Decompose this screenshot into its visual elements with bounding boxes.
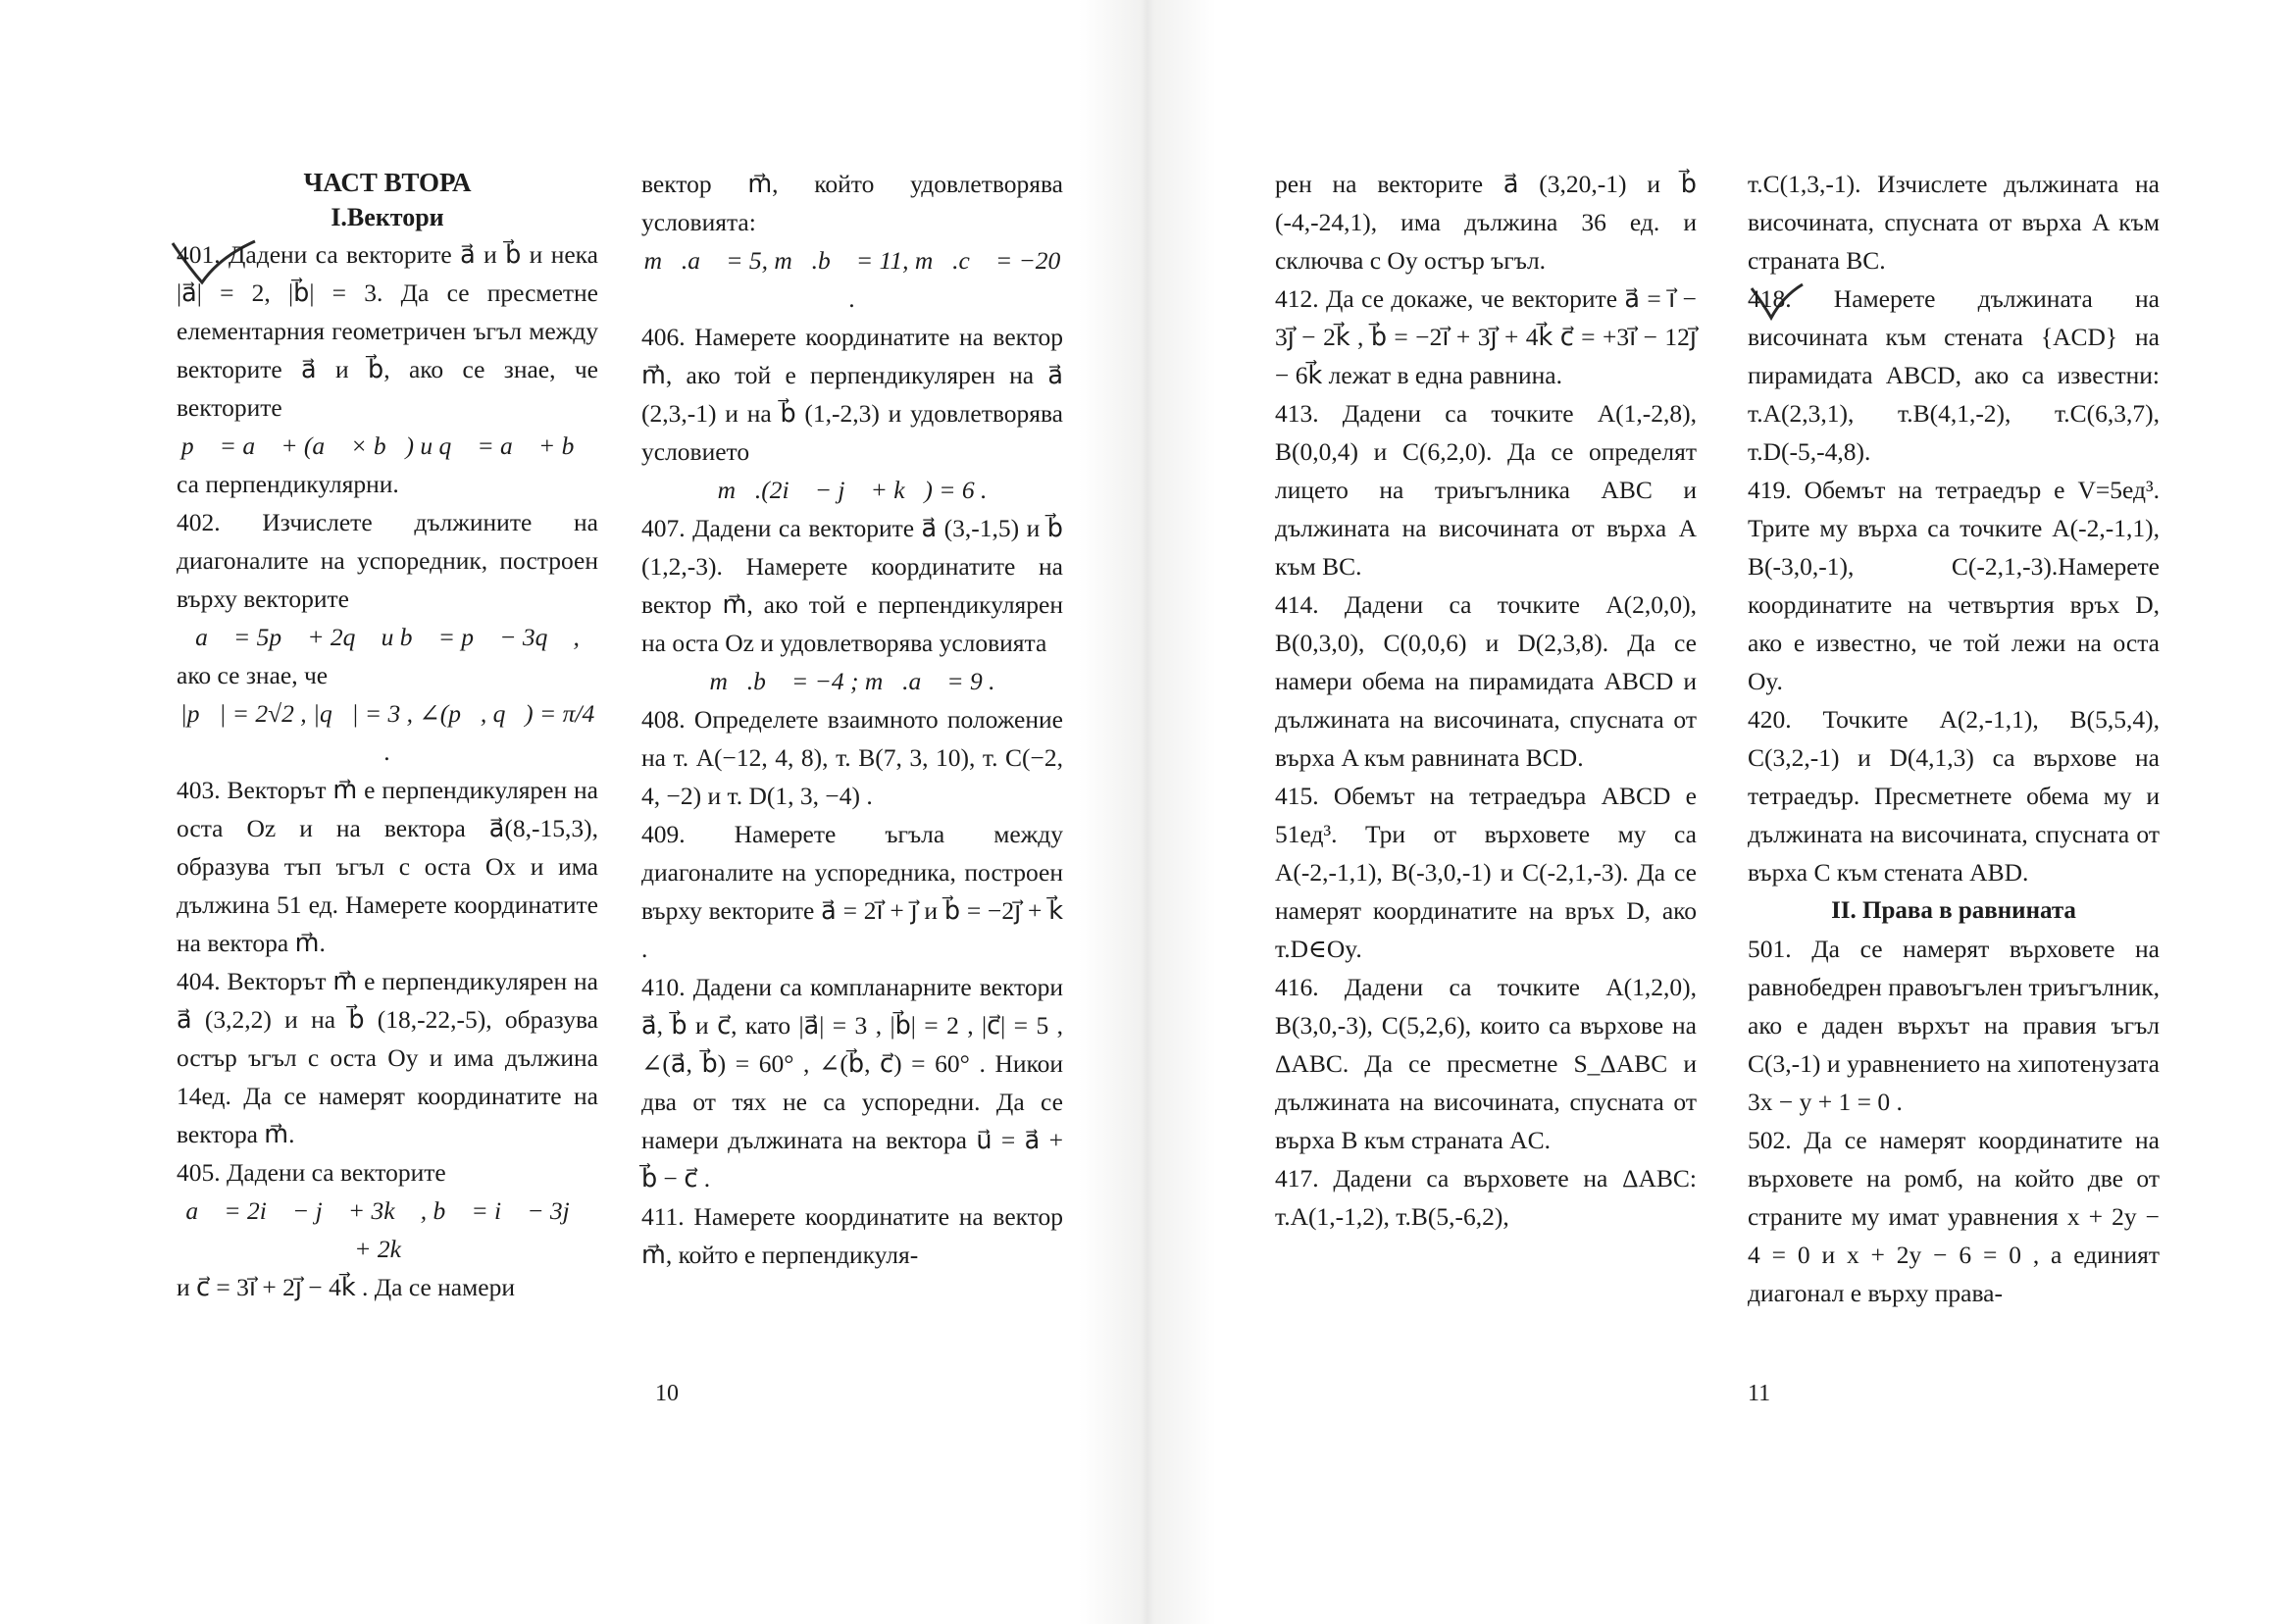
formula-405: a⃗ = 2i⃗ − j⃗ + 3k⃗ , b⃗ = i⃗ − 3j⃗ + 2k⃗ bbox=[185, 1196, 589, 1263]
problem-402-cond: ако се знае, че bbox=[177, 661, 329, 689]
problem-407: 407. Дадени са векторите a⃗ (3,-1,5) и b⃗ (1,2,-3). Намерете координатите на вектор m⃗, ако той е перпендикулярен на оста Oz и удовлетворява условията bbox=[641, 514, 1063, 657]
problem-401: 401. Дадени са векторите a⃗ и b⃗ и нека |a⃗| = 2, |b⃗| = 3. Да се пресметне елементарния геометричен ъгъл между векторите a⃗ и b⃗, ако се знае, че векторите bbox=[177, 240, 598, 422]
problem-401-end: са перпендикулярни. bbox=[177, 470, 399, 498]
formula-401: p⃗ = a⃗ + (a⃗ × b⃗) и q⃗ = a⃗ + b⃗ bbox=[180, 431, 594, 460]
problem-405-cont: и c⃗ = 3i⃗ + 2j⃗ − 4k⃗ . Да се намери bbox=[177, 1273, 515, 1301]
formula-405-cond: m⃗.a⃗ = 5, m⃗.b⃗ = 11, m⃗.c⃗ = −20 . bbox=[643, 246, 1061, 313]
chapter-title: ЧАСТ ВТОРА bbox=[303, 168, 472, 197]
problem-501: 501. Да се намерят върховете на равнобедрен правоъгълен триъгълник, ако е даден върхът на правия ъгъл C(3,-1) и уравнението на хипотенузата 3x − y + 1 = 0 . bbox=[1748, 935, 2160, 1116]
column-1 bbox=[177, 165, 598, 1306]
problem-403: 403. Векторът m⃗ е перпендикулярен на оста Oz и на вектора a⃗(8,-15,3), образува тъп ъгъл с оста Ox и има дължина 51 ед. Намерете координатите на вектора m⃗. bbox=[177, 776, 598, 957]
problem-404: 404. Векторът m⃗ е перпендикулярен на a⃗ (3,2,2) и на b⃗ (18,-22,-5), образува остър ъгъл с оста Oy и има дължина 14ед. Да се намерят координатите на вектора m⃗. bbox=[177, 967, 598, 1148]
problem-416: 416. Дадени са точките A(1,2,0), B(3,0,-3), C(5,2,6), които са върхове на ΔABC. Да се пресметне S_ΔABC и дължината на височината, спусната от върха B към страната AC. bbox=[1275, 973, 1697, 1154]
column-4 bbox=[1748, 165, 2160, 1312]
problem-408: 408. Определете взаимното положение на т. A(−12, 4, 8), т. B(7, 3, 10), т. C(−2, 4, −2) и т. D(1, 3, −4) . bbox=[641, 705, 1063, 810]
problem-414: 414. Дадени са точките A(2,0,0), B(0,3,0), C(0,0,6) и D(2,3,8). Да се намери обема на пирамидата ABCD и дължината на височината, спусната от върха A към равнината BCD. bbox=[1275, 590, 1697, 772]
problem-411-end: рен на векторите a⃗ (3,20,-1) и b⃗ (-4,-24,1), има дължина 36 ед. и сключва с Oy остър ъгъл. bbox=[1275, 170, 1697, 275]
problem-410: 410. Дадени са компланарните вектори a⃗, b⃗ и c⃗, като |a⃗| = 3 , |b⃗| = 2 , |c⃗| = 5 , ∠(a⃗, b⃗) = 60° , ∠(b⃗, c⃗) = 60° . Никои два от тях не са успоредни. Да се намери дължината на вектора u⃗ = a⃗ + b⃗ − c⃗ . bbox=[641, 973, 1063, 1193]
section-title: I.Вектори bbox=[331, 203, 444, 231]
formula-402-cond: |p⃗| = 2√2 , |q⃗| = 3 , ∠(p⃗, q⃗) = π/4 . bbox=[179, 699, 595, 766]
book-gutter bbox=[1079, 0, 1216, 1624]
section-title-2: II. Права в равнината bbox=[1831, 897, 2076, 924]
problem-418: 418. Намерете дължината на височината към стената {ACD} на пирамидата ABCD, ако са известни: т.A(2,3,1), т.B(4,1,-2), т.C(6,3,7), т.D(-5,-4,8). bbox=[1748, 284, 2160, 466]
problem-502: 502. Да се намерят координатите на върховете на ромб, на който две от страните му имат уравнения x + 2y − 4 = 0 и x + 2y − 6 = 0 , а единият диагонал е върху права- bbox=[1748, 1126, 2160, 1307]
problem-405-end: вектор m⃗, който удовлетворява условията: bbox=[641, 170, 1063, 236]
problem-402: 402. Изчислете дължините на диагоналите на успоредник, построен върху векторите bbox=[177, 508, 598, 613]
column-2 bbox=[641, 165, 1063, 1274]
problem-412: 412. Да се докаже, че векторите a⃗ = i⃗ − 3j⃗ − 2k⃗ , b⃗ = −2i⃗ + 3j⃗ + 4k⃗ c⃗ = +3i⃗ − 12j⃗ − 6k⃗ лежат в една равнина. bbox=[1275, 284, 1697, 389]
problem-409: 409. Намерете ъгъла между диагоналите на успоредника, построен върху векторите a⃗ = 2i⃗ + j⃗ и b⃗ = −2j⃗ + k⃗ . bbox=[641, 820, 1063, 963]
problem-415: 415. Обемът на тетраедъра ABCD е 51ед³. Три от върховете му са A(-2,-1,1), B(-3,0,-1) и C(-2,1,-3). Да се намерят координатите на връх D, ако т.D∈Oy. bbox=[1275, 782, 1697, 963]
page-number-left: 10 bbox=[655, 1381, 679, 1406]
formula-406: m⃗.(2i⃗ − j⃗ + k⃗) = 6 . bbox=[717, 476, 988, 504]
formula-407: m⃗.b⃗ = −4 ; m⃗.a⃗ = 9 . bbox=[709, 667, 995, 695]
formula-402: a⃗ = 5p⃗ + 2q⃗ и b⃗ = p⃗ − 3q⃗ , bbox=[195, 623, 580, 651]
problem-420: 420. Точките A(2,-1,1), B(5,5,4), C(3,2,-1) и D(4,1,3) са върхове на тетраедър. Пресметнете обема му и дължината на височината, спусната от върха C към стената ABD. bbox=[1748, 705, 2160, 887]
column-3 bbox=[1275, 165, 1697, 1236]
problem-405: 405. Дадени са векторите bbox=[177, 1158, 446, 1187]
problem-413: 413. Дадени са точките A(1,-2,8), B(0,0,4) и C(6,2,0). Да се определят лицето на триъгълника ABC и дължината на височината от върха A към BC. bbox=[1275, 399, 1697, 581]
problem-411: 411. Намерете координатите на вектор m⃗, който е перпендикуля- bbox=[641, 1202, 1063, 1269]
problem-417-end: т.C(1,3,-1). Изчислете дължината на височината, спусната от върха A към страната BC. bbox=[1748, 170, 2160, 275]
page-number-right: 11 bbox=[1748, 1381, 1771, 1406]
problem-419: 419. Обемът на тетраедър е V=5ед³. Трите му върха са точките A(-2,-1,1), B(-3,0,-1), C(-2,1,-3).Намерете координатите на четвъртия връх D, ако е известно, че той лежи на оста Oy. bbox=[1748, 476, 2160, 695]
problem-417: 417. Дадени са върховете на ΔABC: т.A(1,-1,2), т.B(5,-6,2), bbox=[1275, 1164, 1697, 1231]
problem-406: 406. Намерете координатите на вектор m⃗, ако той е перпендикулярен на a⃗ (2,3,-1) и на b⃗ (1,-2,3) и удовлетворява условието bbox=[641, 323, 1063, 466]
